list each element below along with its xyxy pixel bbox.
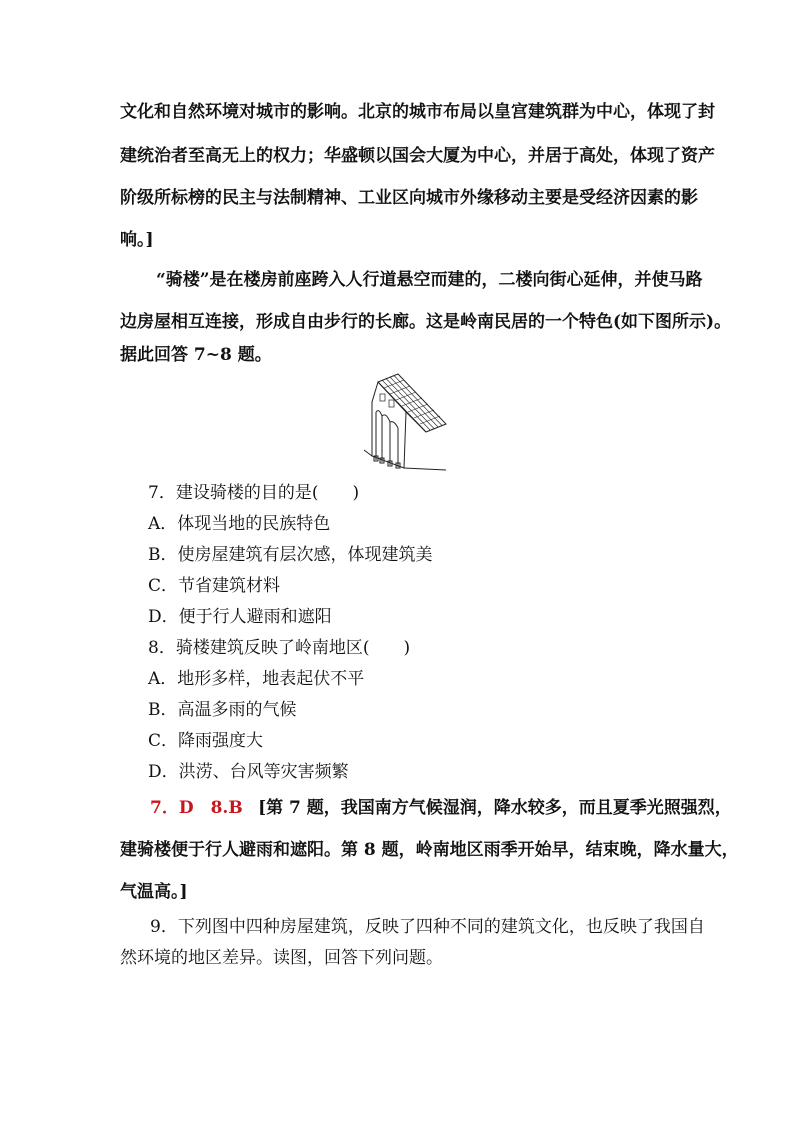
q8-stem: 8．骑楼建筑反映了岭南地区( ) (148, 638, 411, 658)
q8-option-a: A．地形多样，地表起伏不平 (148, 669, 365, 689)
intro-line-1: “骑楼”是在楼房前座跨入人行道悬空而建的，二楼向街心延伸，并使马路 (156, 270, 703, 290)
q8-option-c: C．降雨强度大 (148, 731, 264, 751)
q7-option-c: C．节省建筑材料 (148, 576, 281, 596)
answer-label: 7．D 8.B (150, 798, 243, 818)
intro-line-3: 据此回答 7~8 题。 (120, 345, 272, 365)
passage-line-1: 文化和自然环境对城市的影响。北京的城市布局以皇宫建筑群为中心，体现了封 (120, 102, 715, 122)
arcade-building-figure (360, 372, 450, 472)
q9-line-2: 然环境的地区差异。读图，回答下列问题。 (120, 948, 443, 968)
q7-option-d: D．便于行人避雨和遮阳 (148, 607, 332, 627)
answer-explanation-1: [第 7 题，我国南方气候湿润，降水较多，而且夏季光照强烈， (258, 798, 732, 818)
passage-line-3: 阶级所标榜的民主与法制精神、工业区向城市外缘移动主要是受经济因素的影 (120, 188, 698, 208)
q7-option-a: A．体现当地的民族特色 (148, 514, 331, 534)
passage-line-2: 建统治者至高无上的权力；华盛顿以国会大厦为中心，并居于高处，体现了资产 (120, 146, 715, 166)
q7-stem: 7．建设骑楼的目的是( ) (148, 483, 360, 503)
passage-line-4: 响。] (120, 230, 154, 250)
answer-line-1 (150, 798, 732, 818)
answer-line-3: 气温高。] (120, 882, 188, 902)
q7-option-b: B．使房屋建筑有层次感，体现建筑美 (148, 545, 433, 565)
intro-line-2: 边房屋相互连接，形成自由步行的长廊。这是岭南民居的一个特色(如下图所示)。 (120, 312, 732, 332)
q9-line-1: 9．下列图中四种房屋建筑，反映了四种不同的建筑文化，也反映了我国自 (150, 917, 705, 937)
q8-option-b: B．高温多雨的气候 (148, 700, 297, 720)
answer-line-2: 建骑楼便于行人避雨和遮阳。第 8 题，岭南地区雨季开始早，结束晚，降水量大， (120, 840, 739, 860)
q8-option-d: D．洪涝、台风等灾害频繁 (148, 762, 349, 782)
